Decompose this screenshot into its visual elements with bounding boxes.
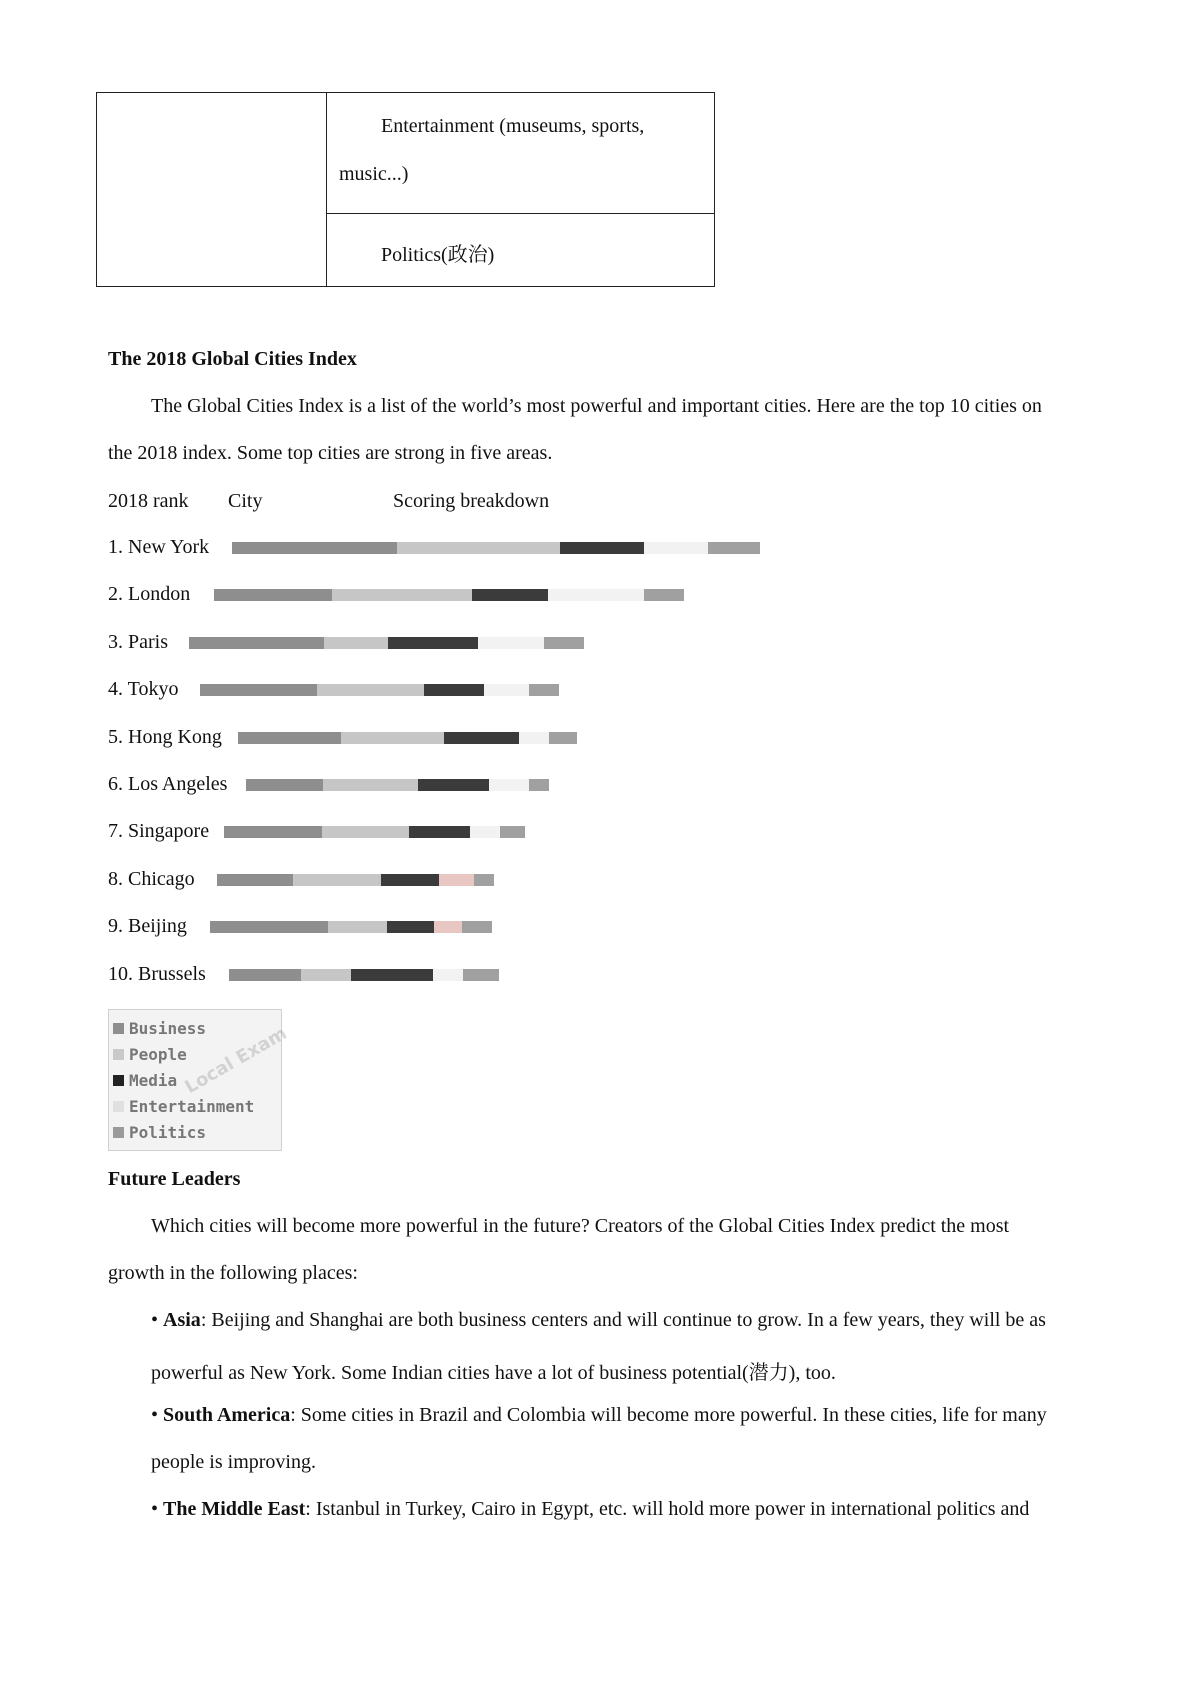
legend-swatch <box>113 1101 124 1112</box>
city-label: 4. Tokyo <box>108 678 179 700</box>
score-bar <box>210 921 492 933</box>
bar-segment-people <box>332 589 472 601</box>
bar-segment-politics <box>500 826 525 838</box>
bar-segment-people <box>323 779 418 791</box>
legend-item <box>113 1068 177 1092</box>
bullet-label: Asia <box>163 1309 201 1331</box>
section-heading: The 2018 Global Cities Index <box>108 348 357 370</box>
bar-segment-business <box>224 826 322 838</box>
bar-segment-business <box>232 542 397 554</box>
score-bar <box>229 969 499 981</box>
legend-item <box>113 1094 254 1118</box>
legend-item <box>113 1042 187 1066</box>
legend-label: Entertainment <box>129 1096 255 1116</box>
bar-segment-business <box>217 874 293 886</box>
score-bar <box>232 542 760 554</box>
city-label: 5. Hong Kong <box>108 726 222 748</box>
bar-segment-people <box>341 732 444 744</box>
bar-segment-media <box>409 826 470 838</box>
bar-segment-media <box>560 542 644 554</box>
paragraph-line: Which cities will become more powerful in the future? Creators of the Global Cities Index predict the most <box>151 1215 1010 1237</box>
table-cell-politics <box>327 214 714 286</box>
bar-segment-people <box>328 921 387 933</box>
bar-segment-entertainment <box>478 637 544 649</box>
bullet-continuation: people is improving. <box>151 1451 316 1473</box>
city-label: 3. Paris <box>108 631 168 653</box>
table-cell-text: Entertainment (museums, sports, <box>381 115 645 137</box>
legend-watermark: Local Exam <box>181 1022 291 1099</box>
bar-segment-politics <box>474 874 494 886</box>
bar-segment-business <box>229 969 301 981</box>
paragraph-line: The Global Cities Index is a list of the world’s most powerful and important cities. Here are the top 10 cities on <box>151 395 1042 417</box>
bar-segment-business <box>214 589 332 601</box>
bar-segment-politics <box>529 684 559 696</box>
column-header-city: City <box>228 490 263 512</box>
bullet-south-america <box>151 1404 1047 1427</box>
bar-segment-business <box>200 684 317 696</box>
legend-swatch <box>113 1127 124 1138</box>
bar-segment-people <box>324 637 388 649</box>
bar-segment-media <box>388 637 478 649</box>
bar-segment-politics <box>529 779 549 791</box>
score-bar <box>224 826 525 838</box>
score-bar <box>214 589 684 601</box>
legend-swatch <box>113 1075 124 1086</box>
bar-segment-entertainment <box>644 542 708 554</box>
legend-label: Business <box>129 1018 207 1038</box>
legend-swatch <box>113 1049 124 1060</box>
city-label: 10. Brussels <box>108 963 206 985</box>
bar-segment-people <box>322 826 409 838</box>
bar-segment-entertainment <box>489 779 529 791</box>
bar-segment-entertainment <box>519 732 549 744</box>
score-bar <box>189 637 584 649</box>
bar-segment-media <box>418 779 489 791</box>
bar-segment-entertainment <box>433 969 463 981</box>
bar-segment-business <box>210 921 328 933</box>
bar-segment-entertainment <box>548 589 644 601</box>
bar-segment-entertainment <box>484 684 529 696</box>
bar-segment-politics <box>644 589 684 601</box>
chart-legend <box>108 1009 291 1151</box>
bar-segment-media <box>351 969 433 981</box>
city-label: 2. London <box>108 583 191 605</box>
score-bar <box>246 779 549 791</box>
legend-item <box>113 1120 206 1144</box>
bar-segment-media <box>444 732 519 744</box>
city-label: 8. Chicago <box>108 868 195 890</box>
bar-segment-entertainment <box>470 826 500 838</box>
bullet-char: • <box>151 1498 159 1520</box>
bar-segment-politics <box>549 732 577 744</box>
bar-segment-politics <box>463 969 499 981</box>
city-label: 7. Singapore <box>108 820 210 842</box>
column-header-rank: 2018 rank <box>108 490 189 512</box>
city-label: 9. Beijing <box>108 915 187 937</box>
bar-segment-politics <box>462 921 492 933</box>
city-label: 1. New York <box>108 536 210 558</box>
legend-item <box>113 1016 206 1040</box>
paragraph-line: growth in the following places: <box>108 1262 358 1284</box>
bar-segment-business <box>246 779 323 791</box>
bar-segment-people <box>397 542 560 554</box>
table-left-cell <box>97 93 327 286</box>
bar-segment-media <box>424 684 484 696</box>
bar-segment-politics <box>544 637 584 649</box>
legend-label: Politics <box>129 1122 207 1142</box>
bullet-asia <box>151 1309 1046 1332</box>
score-bar <box>217 874 494 886</box>
bar-segment-business <box>189 637 324 649</box>
score-bar <box>200 684 559 696</box>
bar-segment-people <box>293 874 381 886</box>
bullet-label: The Middle East <box>163 1498 306 1520</box>
areas-table <box>96 92 715 287</box>
legend-label: Media <box>129 1070 178 1090</box>
bar-segment-entertainment <box>434 921 462 933</box>
bar-segment-media <box>472 589 548 601</box>
paragraph-line: the 2018 index. Some top cities are strong in five areas. <box>108 442 553 464</box>
bullet-char: • <box>151 1309 159 1331</box>
column-header-scoring: Scoring breakdown <box>393 490 550 512</box>
table-cell-text: music...) <box>339 163 409 185</box>
section-heading: Future Leaders <box>108 1168 241 1190</box>
bar-segment-people <box>317 684 424 696</box>
bullet-text: : Beijing and Shanghai are both business centers and will continue to grow. In a few years, they will be as <box>200 1309 1046 1331</box>
bar-segment-media <box>387 921 434 933</box>
bar-segment-people <box>301 969 351 981</box>
city-label: 6. Los Angeles <box>108 773 228 795</box>
score-bar <box>238 732 577 744</box>
table-cell-text: Politics(政治) <box>381 244 495 266</box>
bar-segment-entertainment <box>439 874 474 886</box>
bullet-continuation: powerful as New York. Some Indian cities have a lot of business potential(潜力), too. <box>151 1362 836 1384</box>
bullet-text: : Istanbul in Turkey, Cairo in Egypt, etc. will hold more power in international politics and <box>305 1498 1030 1520</box>
bar-segment-business <box>238 732 341 744</box>
bar-segment-politics <box>708 542 760 554</box>
bullet-char: • <box>151 1404 159 1426</box>
bullet-label: South America <box>163 1404 291 1426</box>
legend-swatch <box>113 1023 124 1034</box>
bullet-middle-east <box>151 1498 1029 1521</box>
bar-segment-media <box>381 874 439 886</box>
legend-label: People <box>129 1044 187 1064</box>
bullet-text: : Some cities in Brazil and Colombia will become more powerful. In these cities, life for many <box>290 1404 1047 1426</box>
table-cell-entertainment <box>327 93 714 214</box>
